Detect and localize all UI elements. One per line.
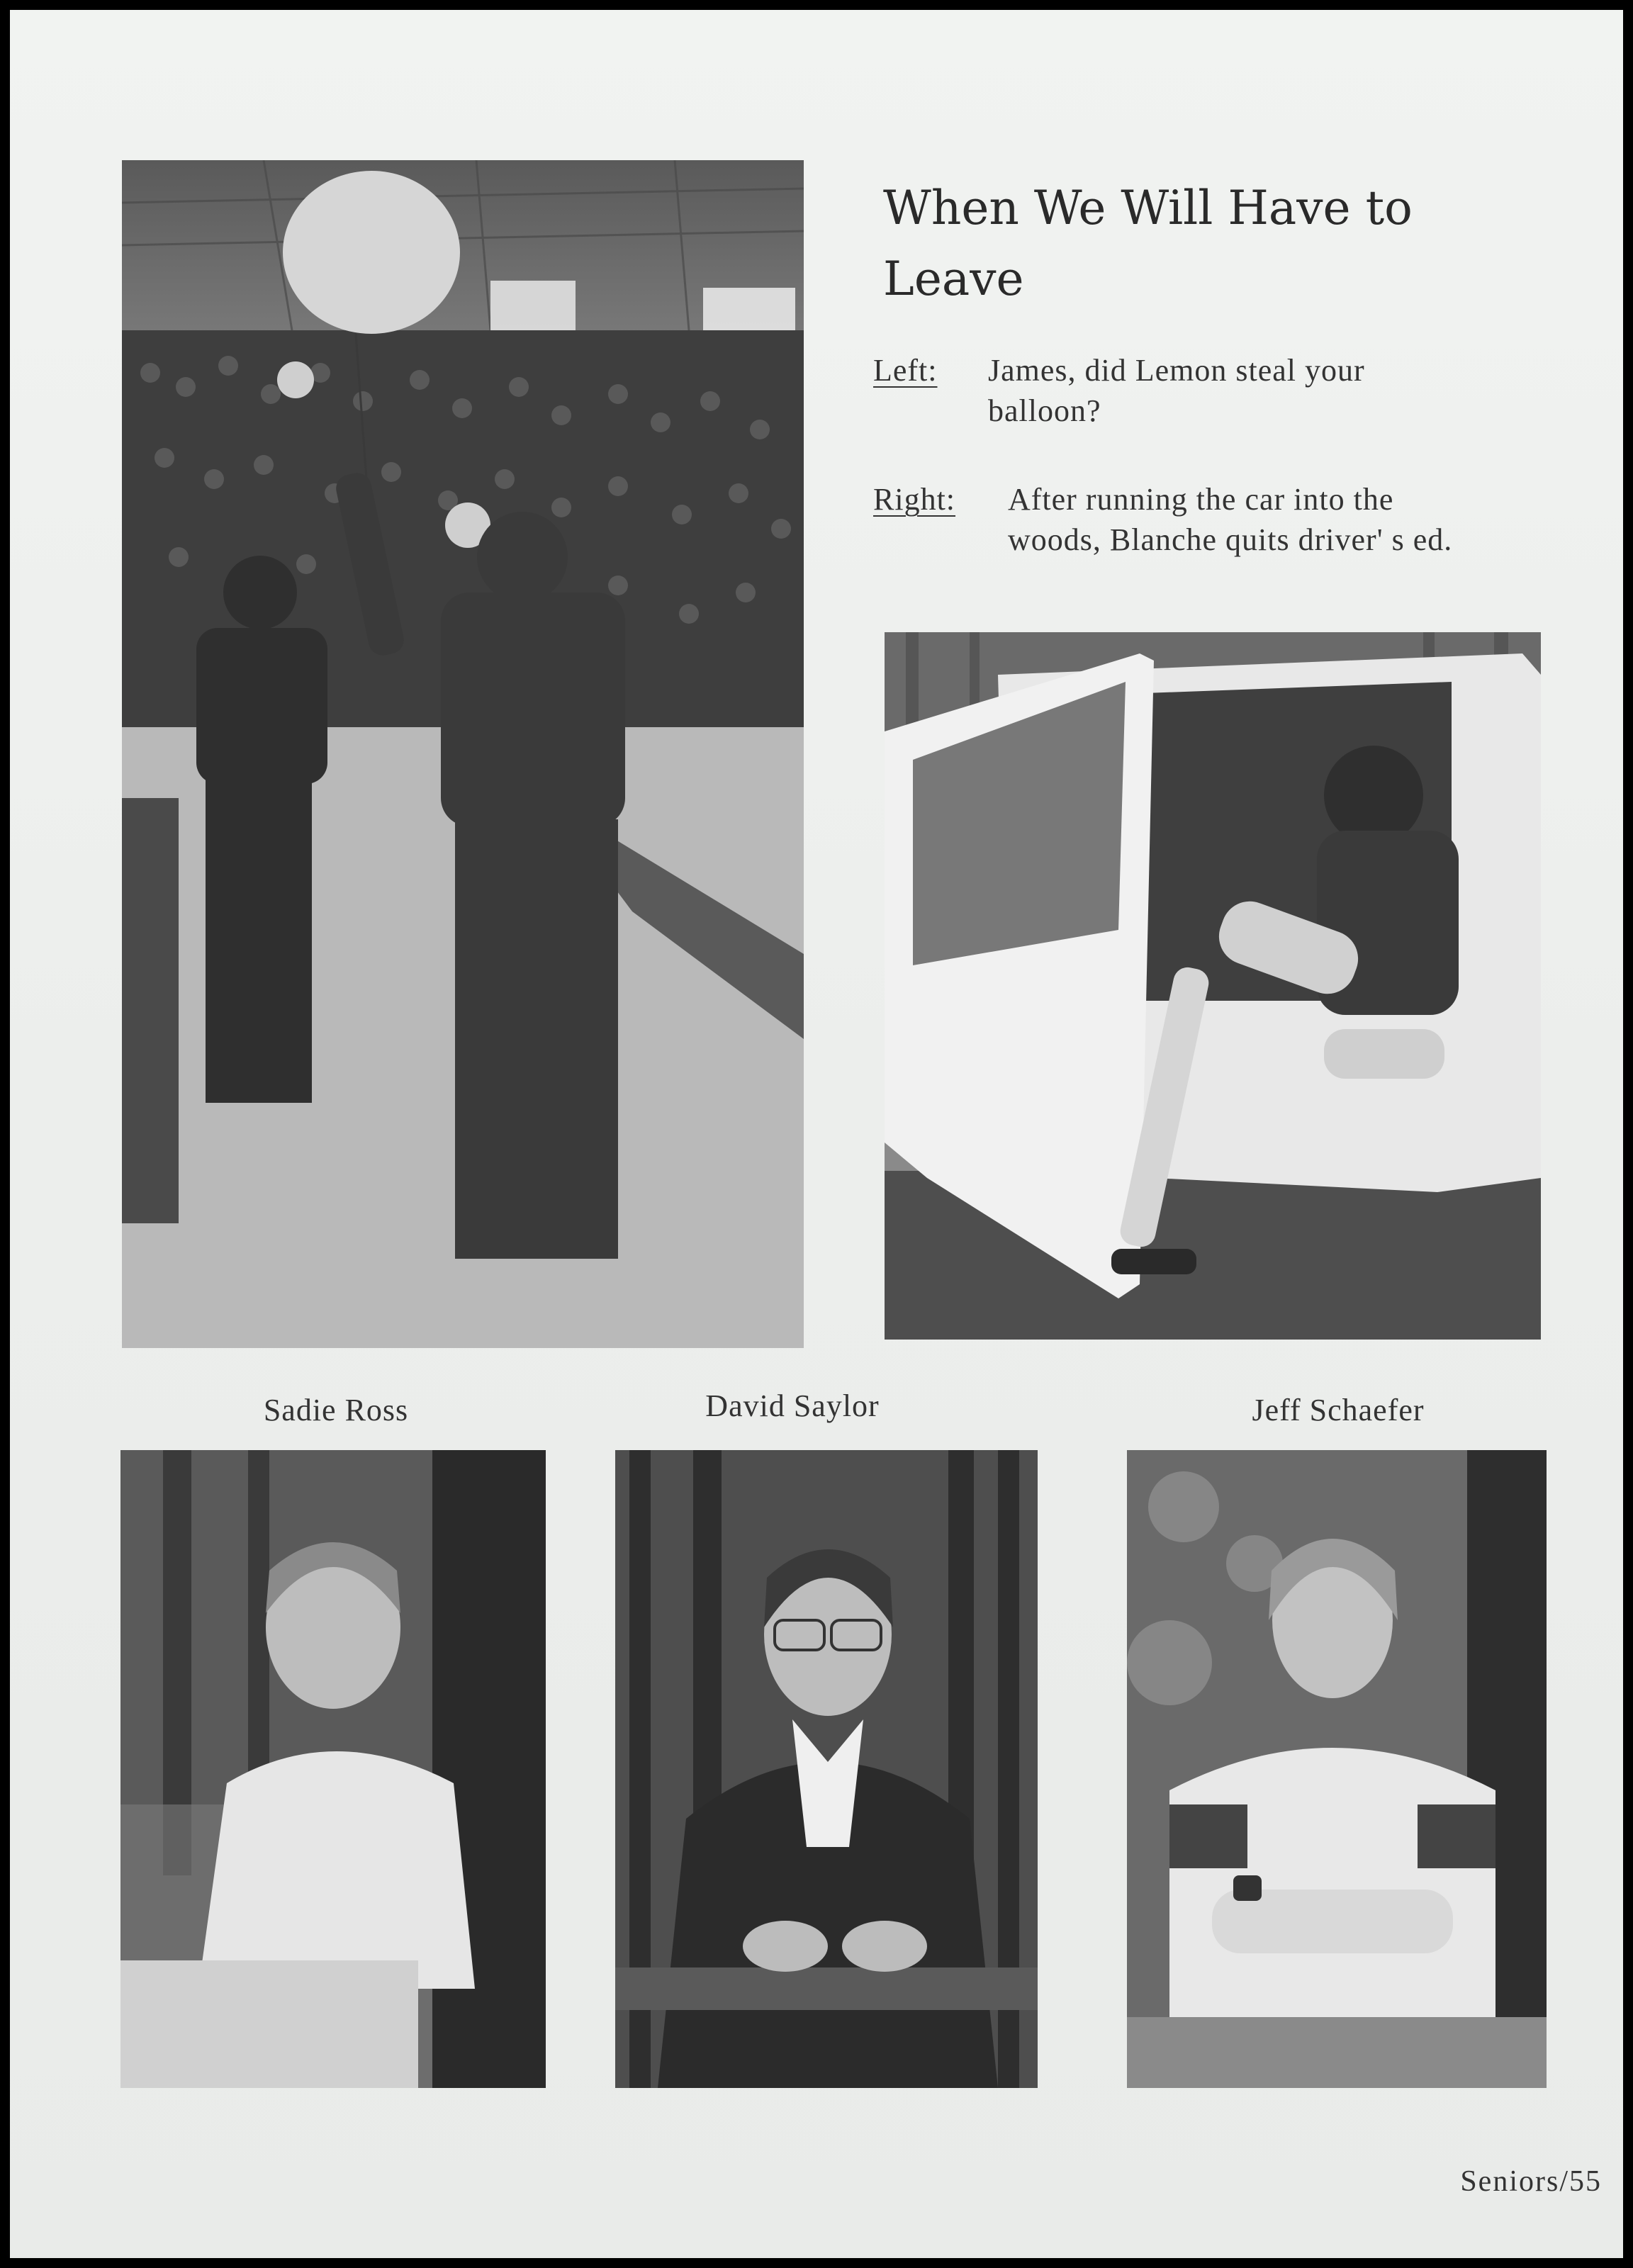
portrait-name-3: Jeff Schaefer: [1252, 1393, 1425, 1427]
portrait-name-2: David Saylor: [705, 1388, 880, 1423]
gym-balloon-photo: [122, 160, 804, 1348]
caption-right-text: After running the car into the woods, Blanche quits driver' s ed.: [1008, 482, 1453, 557]
caption-left: [873, 350, 1511, 442]
car-door-photo: [885, 632, 1541, 1340]
caption-left-text: James, did Lemon steal your balloon?: [988, 353, 1365, 428]
page-headline: When We Will Have to Leave: [883, 181, 1413, 306]
page-folio: Seniors/55: [1460, 2165, 1602, 2198]
caption-right-label: Right:: [873, 482, 956, 517]
caption-left-label: Left:: [873, 353, 938, 388]
portrait-name-1: Sadie Ross: [263, 1393, 409, 1427]
portrait-photo-1: [120, 1450, 546, 2088]
portrait-photo-3: [1127, 1450, 1547, 2088]
caption-right: [873, 479, 1511, 607]
yearbook-page: [10, 10, 1623, 2258]
portrait-photo-2: [615, 1450, 1038, 2088]
